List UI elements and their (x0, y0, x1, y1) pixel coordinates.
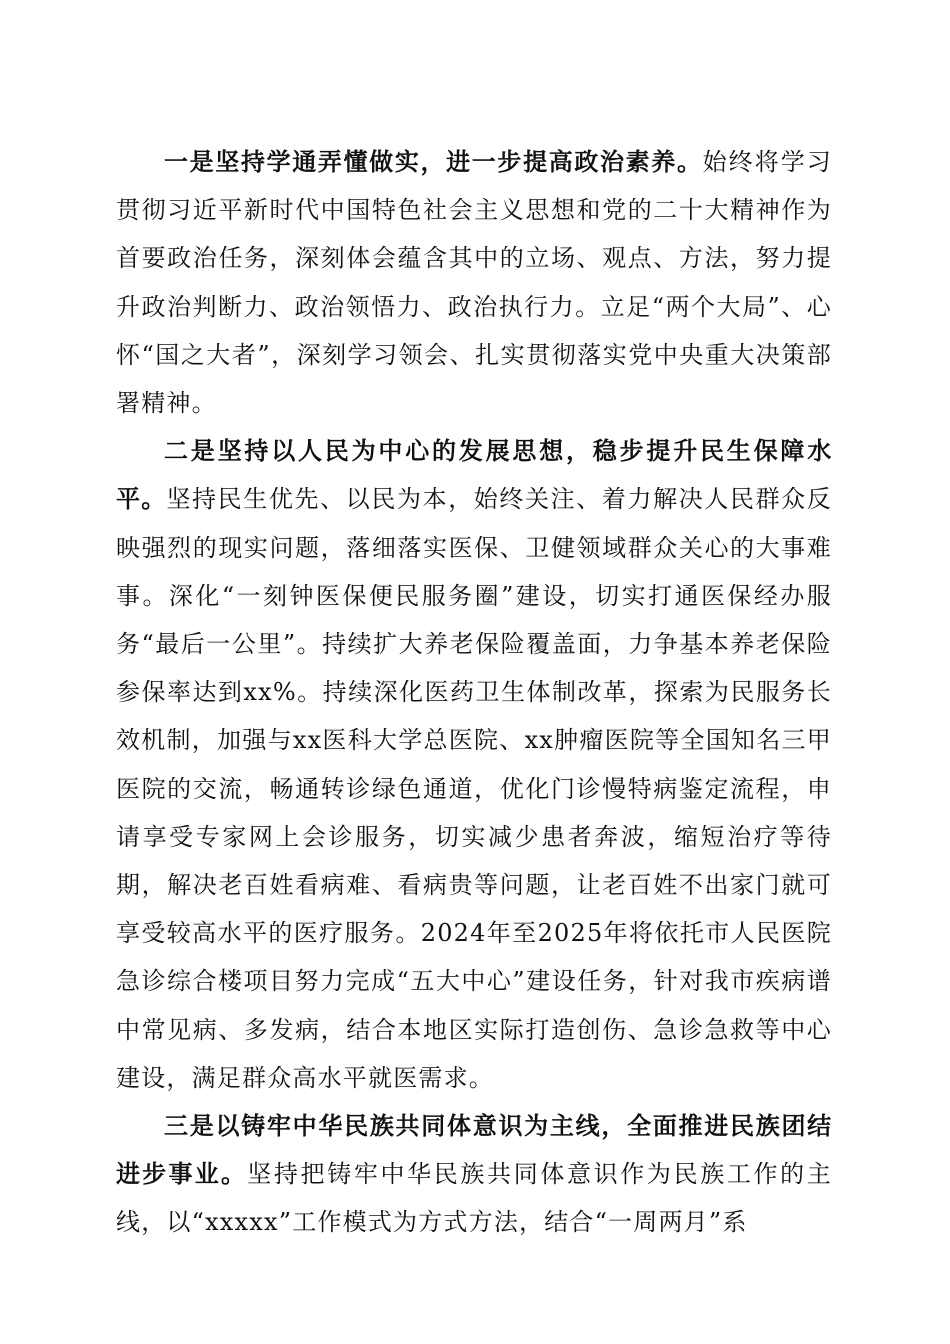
document-body (116, 138, 832, 1247)
paragraph-1-heading: 一是坚持学通弄懂做实，进一步提高政治素养。 (164, 148, 703, 176)
paragraph-1-text: 始终将学习贯彻习近平新时代中国特色社会主义思想和党的二十大精神作为首要政治任务，深刻体会蕴含其中的立场、观点、方法，努力提升政治判断力、政治领悟力、政治执行力。立足“两个大局”、心怀“国之大者”，深刻学习领会、扎实贯彻落实党中央重大决策部署精神。 (116, 148, 832, 418)
paragraph-3-text: 坚持把铸牢中华民族共同体意识作为民族工作的主线，以“xxxxx”工作模式为方式方法，结合“一周两月”系 (116, 1160, 832, 1237)
paragraph-3-heading: 三是以铸牢中华民族共同体意识为主线，全面推进民族团结进步事业。 (116, 1112, 832, 1189)
paragraph-3 (116, 1102, 832, 1247)
paragraph-2 (116, 427, 832, 1102)
paragraph-2-text: 坚持民生优先、以民为本，始终关注、着力解决人民群众反映强烈的现实问题，落细落实医保、卫健领域群众关心的大事难事。深化“一刻钟医保便民服务圈”建设，切实打通医保经办服务“最后一公里”。持续扩大养老保险覆盖面，力争基本养老保险参保率达到xx%。持续深化医药卫生体制改革，探索为民服务长效机制，加强与xx医科大学总医院、xx肿瘤医院等全国知名三甲医院的交流，畅通转诊绿色通道，优化门诊慢特病鉴定流程，申请享受专家网上会诊服务，切实减少患者奔波，缩短治疗等待期，解决老百姓看病难、看病贵等问题，让老百姓不出家门就可享受较高水平的医疗服务。2024年至2025年将依托市人民医院急诊综合楼项目努力完成“五大中心”建设任务，针对我市疾病谱中常见病、多发病，结合本地区实际打造创伤、急诊急救等中心建设，满足群众高水平就医需求。 (116, 485, 832, 1092)
paragraph-2-heading: 二是坚持以人民为中心的发展思想，稳步提升民生保障水平。 (116, 437, 832, 514)
paragraph-1 (116, 138, 832, 427)
